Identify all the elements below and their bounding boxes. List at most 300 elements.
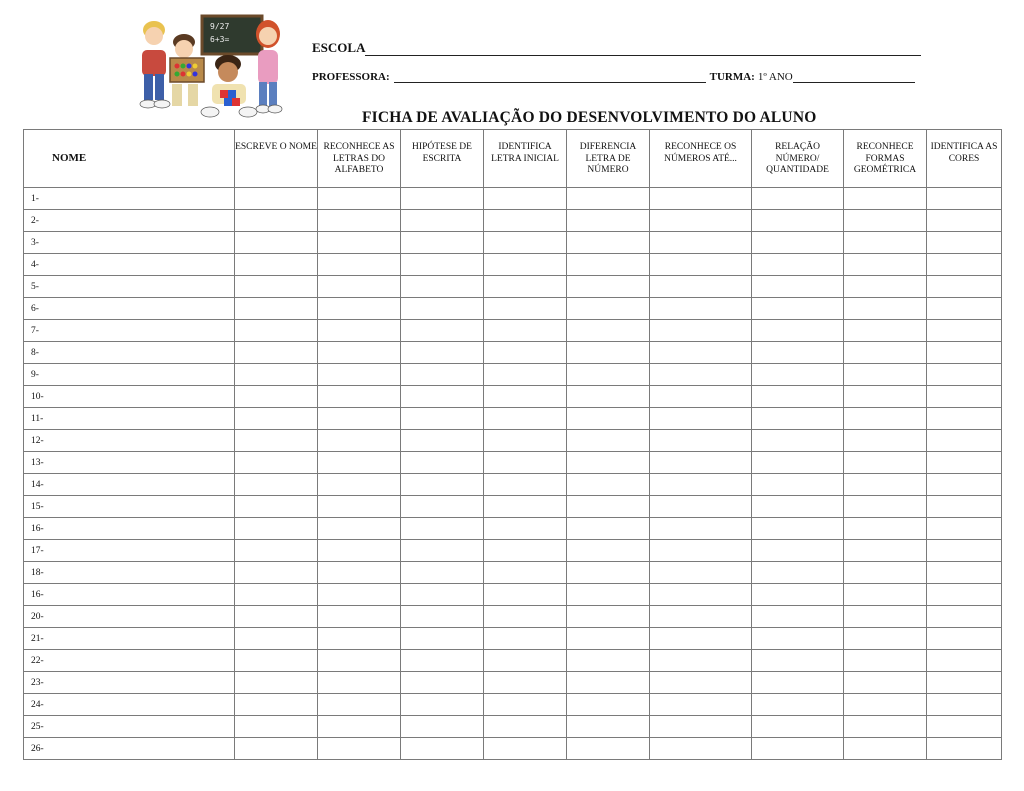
evaluation-cell[interactable] [567,628,650,650]
evaluation-cell[interactable] [752,738,844,760]
student-name-cell[interactable]: 15- [24,496,235,518]
evaluation-cell[interactable] [401,672,484,694]
evaluation-cell[interactable] [650,452,752,474]
table-row [24,606,1002,628]
evaluation-cell[interactable] [318,694,401,716]
evaluation-cell[interactable] [927,496,1002,518]
evaluation-cell[interactable] [401,518,484,540]
evaluation-cell[interactable] [752,276,844,298]
turma-value: 1º ANO [757,71,793,83]
evaluation-cell[interactable] [318,276,401,298]
evaluation-cell[interactable] [235,650,318,672]
evaluation-cell[interactable] [844,650,927,672]
evaluation-cell[interactable] [484,298,567,320]
evaluation-cell[interactable] [484,320,567,342]
evaluation-cell[interactable] [484,540,567,562]
evaluation-cell[interactable] [318,562,401,584]
evaluation-cell[interactable] [318,430,401,452]
evaluation-cell[interactable] [567,188,650,210]
evaluation-cell[interactable] [484,584,567,606]
evaluation-cell[interactable] [567,562,650,584]
student-name-cell[interactable]: 14- [24,474,235,496]
evaluation-cell[interactable] [235,386,318,408]
evaluation-cell[interactable] [650,254,752,276]
evaluation-cell[interactable] [752,342,844,364]
evaluation-cell[interactable] [844,738,927,760]
evaluation-cell[interactable] [484,430,567,452]
evaluation-cell[interactable] [401,694,484,716]
evaluation-cell[interactable] [844,606,927,628]
evaluation-cell[interactable] [484,276,567,298]
evaluation-cell[interactable] [927,672,1002,694]
evaluation-cell[interactable] [401,452,484,474]
evaluation-cell[interactable] [927,386,1002,408]
evaluation-cell[interactable] [650,628,752,650]
table-row [24,474,1002,496]
evaluation-cell[interactable] [484,716,567,738]
evaluation-cell[interactable] [650,606,752,628]
evaluation-cell[interactable] [567,672,650,694]
evaluation-cell[interactable] [235,298,318,320]
evaluation-cell[interactable] [844,342,927,364]
turma-label: TURMA: [709,71,755,83]
evaluation-cell[interactable] [401,430,484,452]
evaluation-cell[interactable] [318,210,401,232]
evaluation-cell[interactable] [844,408,927,430]
evaluation-cell[interactable] [927,584,1002,606]
evaluation-cell[interactable] [401,738,484,760]
evaluation-cell[interactable] [318,254,401,276]
evaluation-cell[interactable] [844,386,927,408]
evaluation-cell[interactable] [650,518,752,540]
evaluation-cell[interactable] [484,562,567,584]
evaluation-cell[interactable] [650,320,752,342]
evaluation-cell[interactable] [650,210,752,232]
student-name-cell[interactable]: 5- [24,276,235,298]
evaluation-cell[interactable] [401,606,484,628]
evaluation-cell[interactable] [752,298,844,320]
evaluation-cell[interactable] [484,518,567,540]
evaluation-cell[interactable] [235,584,318,606]
evaluation-cell[interactable] [567,738,650,760]
table-row [24,276,1002,298]
evaluation-cell[interactable] [401,254,484,276]
evaluation-cell[interactable] [752,452,844,474]
evaluation-cell[interactable] [927,474,1002,496]
evaluation-cell[interactable] [927,364,1002,386]
evaluation-cell[interactable] [844,496,927,518]
evaluation-cell[interactable] [235,628,318,650]
evaluation-cell[interactable] [927,232,1002,254]
evaluation-cell[interactable] [752,232,844,254]
evaluation-cell[interactable] [752,210,844,232]
evaluation-cell[interactable] [752,650,844,672]
evaluation-cell[interactable] [484,496,567,518]
evaluation-cell[interactable] [318,672,401,694]
student-name-cell[interactable]: 4- [24,254,235,276]
evaluation-table [23,129,1002,760]
evaluation-cell[interactable] [927,518,1002,540]
evaluation-cell[interactable] [752,606,844,628]
evaluation-cell[interactable] [484,672,567,694]
evaluation-cell[interactable] [235,254,318,276]
evaluation-cell[interactable] [650,540,752,562]
evaluation-cell[interactable] [844,364,927,386]
table-row [24,672,1002,694]
evaluation-cell[interactable] [927,606,1002,628]
evaluation-cell[interactable] [235,694,318,716]
table-row [24,650,1002,672]
evaluation-cell[interactable] [844,320,927,342]
evaluation-cell[interactable] [401,364,484,386]
evaluation-cell[interactable] [318,386,401,408]
evaluation-cell[interactable] [650,276,752,298]
evaluation-cell[interactable] [927,254,1002,276]
evaluation-cell[interactable] [927,738,1002,760]
student-name-cell[interactable]: 10- [24,386,235,408]
evaluation-cell[interactable] [650,232,752,254]
evaluation-cell[interactable] [927,408,1002,430]
evaluation-cell[interactable] [401,210,484,232]
evaluation-cell[interactable] [318,408,401,430]
table-row [24,210,1002,232]
table-header-row [24,130,1002,188]
column-header: DIFERENCIA LETRA DE NÚMERO [567,130,650,188]
evaluation-cell[interactable] [318,474,401,496]
evaluation-cell[interactable] [567,716,650,738]
professora-label: PROFESSORA: [312,71,390,83]
evaluation-cell[interactable] [844,716,927,738]
evaluation-cell[interactable] [235,430,318,452]
table-row [24,364,1002,386]
table-row [24,298,1002,320]
evaluation-cell[interactable] [567,298,650,320]
evaluation-cell[interactable] [752,408,844,430]
evaluation-cell[interactable] [844,430,927,452]
evaluation-cell[interactable] [650,672,752,694]
evaluation-cell[interactable] [401,650,484,672]
evaluation-cell[interactable] [927,628,1002,650]
column-header: IDENTIFICA LETRA INICIAL [484,130,567,188]
evaluation-cell[interactable] [927,188,1002,210]
evaluation-cell[interactable] [844,540,927,562]
evaluation-cell[interactable] [844,584,927,606]
evaluation-cell[interactable] [844,254,927,276]
student-name-cell[interactable]: 12- [24,430,235,452]
evaluation-cell[interactable] [844,628,927,650]
student-name-cell[interactable]: 25- [24,716,235,738]
table-row [24,452,1002,474]
evaluation-cell[interactable] [401,496,484,518]
evaluation-cell[interactable] [401,232,484,254]
evaluation-cell[interactable] [484,408,567,430]
evaluation-cell[interactable] [401,408,484,430]
column-header: RECONHECE OS NÚMEROS ATÉ... [650,130,752,188]
evaluation-cell[interactable] [927,298,1002,320]
evaluation-cell[interactable] [650,188,752,210]
evaluation-cell[interactable] [567,452,650,474]
escola-label: ESCOLA [312,40,366,55]
turma-field[interactable] [793,70,915,83]
evaluation-cell[interactable] [484,452,567,474]
evaluation-cell[interactable] [650,408,752,430]
evaluation-cell[interactable] [650,650,752,672]
evaluation-cell[interactable] [752,364,844,386]
evaluation-cell[interactable] [752,386,844,408]
evaluation-cell[interactable] [484,694,567,716]
evaluation-cell[interactable] [401,342,484,364]
evaluation-cell[interactable] [484,210,567,232]
evaluation-cell[interactable] [927,320,1002,342]
evaluation-cell[interactable] [567,276,650,298]
evaluation-cell[interactable] [927,430,1002,452]
evaluation-cell[interactable] [752,430,844,452]
evaluation-cell[interactable] [401,562,484,584]
evaluation-cell[interactable] [844,210,927,232]
table-row [24,628,1002,650]
evaluation-cell[interactable] [235,364,318,386]
evaluation-cell[interactable] [401,628,484,650]
professora-line [312,70,915,83]
evaluation-cell[interactable] [484,342,567,364]
evaluation-cell[interactable] [235,408,318,430]
evaluation-cell[interactable] [567,232,650,254]
evaluation-cell[interactable] [401,716,484,738]
evaluation-cell[interactable] [318,738,401,760]
evaluation-cell[interactable] [318,320,401,342]
evaluation-cell[interactable] [752,628,844,650]
evaluation-cell[interactable] [567,540,650,562]
evaluation-cell[interactable] [235,496,318,518]
evaluation-cell[interactable] [752,672,844,694]
evaluation-cell[interactable] [650,430,752,452]
evaluation-cell[interactable] [752,496,844,518]
evaluation-cell[interactable] [567,364,650,386]
evaluation-cell[interactable] [650,386,752,408]
evaluation-cell[interactable] [650,694,752,716]
evaluation-cell[interactable] [318,540,401,562]
table-row [24,408,1002,430]
evaluation-cell[interactable] [752,320,844,342]
table-row [24,320,1002,342]
evaluation-cell[interactable] [927,540,1002,562]
evaluation-cell[interactable] [318,452,401,474]
evaluation-cell[interactable] [844,562,927,584]
evaluation-cell[interactable] [567,518,650,540]
evaluation-cell[interactable] [318,298,401,320]
evaluation-cell[interactable] [650,342,752,364]
evaluation-cell[interactable] [650,738,752,760]
evaluation-cell[interactable] [235,320,318,342]
evaluation-cell[interactable] [318,518,401,540]
evaluation-cell[interactable] [844,276,927,298]
evaluation-cell[interactable] [235,518,318,540]
evaluation-cell[interactable] [927,276,1002,298]
evaluation-cell[interactable] [567,408,650,430]
student-name-cell[interactable]: 26- [24,738,235,760]
evaluation-cell[interactable] [567,342,650,364]
evaluation-cell[interactable] [650,474,752,496]
column-header: RECONHECE FORMAS GEOMÉTRICA [844,130,927,188]
evaluation-cell[interactable] [927,716,1002,738]
evaluation-cell[interactable] [567,650,650,672]
student-name-cell[interactable]: 2- [24,210,235,232]
evaluation-cell[interactable] [318,364,401,386]
evaluation-cell[interactable] [235,210,318,232]
evaluation-cell[interactable] [752,562,844,584]
student-name-cell[interactable]: 21- [24,628,235,650]
student-name-cell[interactable]: 18- [24,562,235,584]
evaluation-cell[interactable] [567,694,650,716]
evaluation-cell[interactable] [235,188,318,210]
evaluation-cell[interactable] [844,188,927,210]
evaluation-cell[interactable] [484,232,567,254]
evaluation-cell[interactable] [567,584,650,606]
evaluation-cell[interactable] [318,232,401,254]
professora-field[interactable] [394,70,706,83]
evaluation-cell[interactable] [927,562,1002,584]
evaluation-cell[interactable] [484,738,567,760]
student-name-cell[interactable]: 24- [24,694,235,716]
evaluation-cell[interactable] [235,672,318,694]
table-row [24,716,1002,738]
student-name-cell[interactable]: 9- [24,364,235,386]
school-children-clipart [132,12,290,120]
student-name-cell[interactable]: 22- [24,650,235,672]
evaluation-cell[interactable] [567,386,650,408]
evaluation-cell[interactable] [318,716,401,738]
evaluation-cell[interactable] [844,452,927,474]
table-row [24,496,1002,518]
evaluation-cell[interactable] [235,606,318,628]
evaluation-cell[interactable] [567,210,650,232]
evaluation-cell[interactable] [752,254,844,276]
student-name-cell[interactable]: 7- [24,320,235,342]
evaluation-cell[interactable] [235,716,318,738]
evaluation-cell[interactable] [927,342,1002,364]
evaluation-cell[interactable] [235,232,318,254]
table-row [24,188,1002,210]
evaluation-cell[interactable] [650,716,752,738]
table-row [24,430,1002,452]
student-name-cell[interactable]: 13- [24,452,235,474]
evaluation-cell[interactable] [650,496,752,518]
student-name-cell[interactable]: 20- [24,606,235,628]
evaluation-cell[interactable] [401,386,484,408]
evaluation-cell[interactable] [844,518,927,540]
evaluation-cell[interactable] [927,650,1002,672]
evaluation-cell[interactable] [235,540,318,562]
evaluation-cell[interactable] [318,628,401,650]
evaluation-cell[interactable] [567,430,650,452]
evaluation-cell[interactable] [752,540,844,562]
table-row [24,738,1002,760]
table-row [24,342,1002,364]
evaluation-cell[interactable] [401,276,484,298]
evaluation-cell[interactable] [484,364,567,386]
evaluation-cell[interactable] [650,364,752,386]
evaluation-cell[interactable] [484,474,567,496]
evaluation-cell[interactable] [844,232,927,254]
evaluation-cell[interactable] [401,298,484,320]
evaluation-cell[interactable] [567,254,650,276]
evaluation-cell[interactable] [844,474,927,496]
evaluation-cell[interactable] [318,188,401,210]
table-row [24,232,1002,254]
student-name-cell[interactable]: 6- [24,298,235,320]
student-name-cell[interactable]: 11- [24,408,235,430]
evaluation-cell[interactable] [752,518,844,540]
evaluation-cell[interactable] [235,562,318,584]
evaluation-cell[interactable] [401,320,484,342]
evaluation-cell[interactable] [484,606,567,628]
table-row [24,386,1002,408]
evaluation-cell[interactable] [844,694,927,716]
evaluation-cell[interactable] [318,496,401,518]
evaluation-cell[interactable] [235,342,318,364]
evaluation-cell[interactable] [235,452,318,474]
evaluation-cell[interactable] [318,606,401,628]
evaluation-cell[interactable] [235,276,318,298]
evaluation-cell[interactable] [235,738,318,760]
evaluation-cell[interactable] [401,540,484,562]
evaluation-cell[interactable] [844,672,927,694]
evaluation-cell[interactable] [318,584,401,606]
evaluation-cell[interactable] [484,650,567,672]
evaluation-cell[interactable] [752,474,844,496]
student-name-cell[interactable]: 8- [24,342,235,364]
evaluation-cell[interactable] [752,584,844,606]
evaluation-cell[interactable] [484,386,567,408]
evaluation-cell[interactable] [235,474,318,496]
evaluation-cell[interactable] [927,210,1002,232]
evaluation-cell[interactable] [752,716,844,738]
column-header-nome: NOME [24,130,235,188]
student-name-cell[interactable]: 16- [24,584,235,606]
evaluation-cell[interactable] [401,584,484,606]
evaluation-cell[interactable] [484,254,567,276]
student-name-cell[interactable]: 17- [24,540,235,562]
escola-field[interactable] [365,43,921,56]
student-name-cell[interactable]: 1- [24,188,235,210]
evaluation-cell[interactable] [844,298,927,320]
evaluation-cell[interactable] [927,452,1002,474]
column-header: HIPÓTESE DE ESCRITA [401,130,484,188]
evaluation-cell[interactable] [567,320,650,342]
evaluation-cell[interactable] [401,474,484,496]
evaluation-cell[interactable] [567,474,650,496]
escola-line [312,40,921,56]
evaluation-cell[interactable] [318,650,401,672]
student-name-cell[interactable]: 23- [24,672,235,694]
student-name-cell[interactable]: 3- [24,232,235,254]
evaluation-cell[interactable] [484,188,567,210]
evaluation-cell[interactable] [927,694,1002,716]
evaluation-cell[interactable] [567,496,650,518]
student-name-cell[interactable]: 16- [24,518,235,540]
evaluation-cell[interactable] [484,628,567,650]
evaluation-cell[interactable] [752,694,844,716]
evaluation-cell[interactable] [401,188,484,210]
table-row [24,540,1002,562]
evaluation-cell[interactable] [567,606,650,628]
evaluation-cell[interactable] [650,584,752,606]
evaluation-cell[interactable] [318,342,401,364]
evaluation-cell[interactable] [650,562,752,584]
evaluation-cell[interactable] [752,188,844,210]
evaluation-cell[interactable] [650,298,752,320]
column-header: RELAÇÃO NÚMERO/ QUANTIDADE [752,130,844,188]
